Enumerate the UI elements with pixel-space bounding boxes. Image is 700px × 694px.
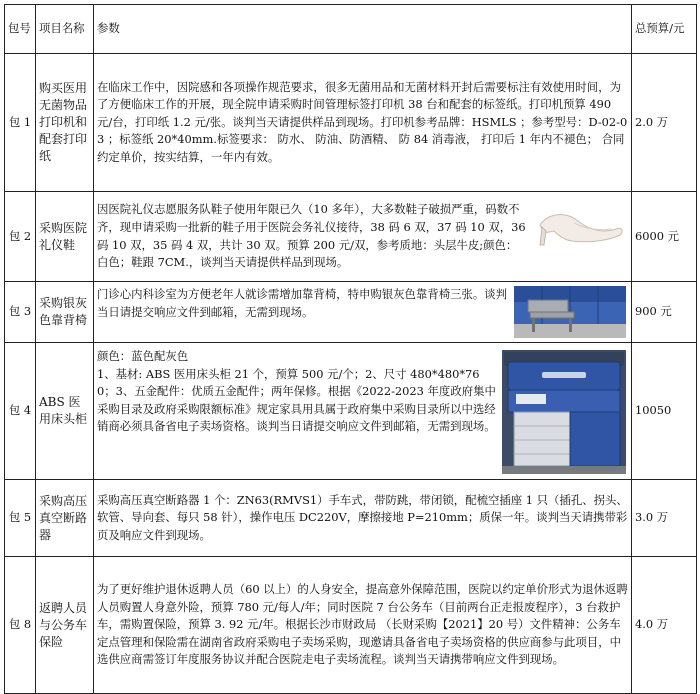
project-name: ABS 医用床头柜 — [36, 343, 94, 480]
blue-bedside-cabinet-image — [502, 350, 626, 474]
params-cell — [94, 282, 632, 343]
header-budget: 总预算/元 — [632, 5, 697, 54]
table-header-row — [5, 5, 697, 54]
table-row — [5, 343, 697, 480]
budget-value: 2.0 万 — [632, 54, 697, 192]
table-row — [5, 54, 697, 192]
project-name: 采购医院礼仪鞋 — [36, 192, 94, 282]
white-pump-shoe-image — [534, 203, 626, 247]
package-no: 包 5 — [5, 480, 36, 557]
budget-value: 3.0 万 — [632, 480, 697, 557]
package-no: 包 3 — [5, 282, 36, 343]
budget-value: 10050 — [632, 343, 697, 480]
table-row — [5, 480, 697, 557]
params-text: 为了更好维护退休返聘人员（60 以上）的人身安全，提高意外保障范围，医院以约定单价形式为退休返聘人员购置人身意外险，预算 780 元/每人/年；同时医院 7 台公务车（目前两台正走报废程序），3 台救护车，需购置保险，预算 3. 92 元/年。根据长沙市财政局 （长财采购【2021】20 号）文件精神：公务车定点管理和保险需在湖南省政府采购电子卖场采购，现邀请具备省电子卖场资格的供应商参与此项目，中选供应商需签订年度服务协议并配合医院走电子卖场流程。谈判当天请携带响应文件到现场。 — [94, 557, 632, 694]
gray-bench-image — [514, 286, 626, 338]
project-name: 返聘人员与公务车保险 — [36, 557, 94, 694]
header-project-name: 项目名称 — [36, 5, 94, 54]
params-text: 因医院礼仪志愿服务队鞋子使用年限已久（10 多年），大多数鞋子破损严重，码数不齐，现申请采购一批新的鞋子用于医院会务礼仪接待，38 码 6 双，37 码 10 双，36 码 10 双，35 码 4 双，共计 30 双。预算 200 元/双，参考质地：头层牛皮;颜色：白色；鞋跟 7CM.，谈判当天请提供样品到现场。 — [97, 202, 526, 270]
params-cell — [94, 192, 632, 282]
budget-value: 6000 元 — [632, 192, 697, 282]
table-row — [5, 192, 697, 282]
project-name: 购买医用无菌物品打印机和配套打印纸 — [36, 54, 94, 192]
header-package-no: 包号 — [5, 5, 36, 54]
budget-value: 4.0 万 — [632, 557, 697, 694]
params-text: 门诊心内科诊室为方便老年人就诊需增加靠背椅，特申购银灰色靠背椅三张。谈判当日请提交响应文件到邮箱，无需到现场。 — [97, 287, 508, 319]
table-row — [5, 282, 697, 343]
package-no: 包 2 — [5, 192, 36, 282]
procurement-table — [4, 4, 697, 694]
budget-value: 900 元 — [632, 282, 697, 343]
params-line: 1、基材: ABS 医用床头柜 21 个，预算 500 元/个；2、尺寸 480*480*760；3、五金配件：优质五金配件；两年保修。根据《2022-2023 年度政府集中采购目录及政府采购限额标准》规定家具用具属于政府集中采购目录所以中选经销商必须具备省电子卖场资格。谈判当日请提交响应文件到邮箱，无需到现场。 — [97, 366, 496, 434]
package-no: 包 4 — [5, 343, 36, 480]
params-cell — [94, 343, 632, 480]
params-line: 颜色：蓝色配灰色 — [97, 349, 189, 363]
params-text: 采购高压真空断路器 1 个：ZN63(RMVS1）手车式，带防跳，带闭锁，配梳空插座 1 只（插孔、拐头、软管、导向套、每只 58 针），操作电压 DC220V，摩擦接地 P=210mm；质保一年。谈判当天请携带彩页及响应文件到现场。 — [94, 480, 632, 557]
params-text: 在临床工作中，因院感和各项操作规范要求，很多无菌用品和无菌材料开封后需要标注有效使用时间，为了方便临床工作的开展，现全院申请采购时间管理标签打印机 38 台和配套的标签纸。打印机预算 490 元/台，打印纸 1.2 元/张。谈判当天请提供样品到现场。打印机参考品牌：HSMLS ；参考型号：D-02-03 ；标签纸 20*40mm.标签要求： 防水、 防油、防酒精、 防 84 消毒液， 打印后 1 年内不褪色； 合同约定单价，按实结算，一年内有效。 — [94, 54, 632, 192]
table-row — [5, 557, 697, 694]
package-no: 包 1 — [5, 54, 36, 192]
header-params: 参数 — [94, 5, 632, 54]
project-name: 采购高压真空断路器 — [36, 480, 94, 557]
package-no: 包 8 — [5, 557, 36, 694]
project-name: 采购银灰色靠背椅 — [36, 282, 94, 343]
